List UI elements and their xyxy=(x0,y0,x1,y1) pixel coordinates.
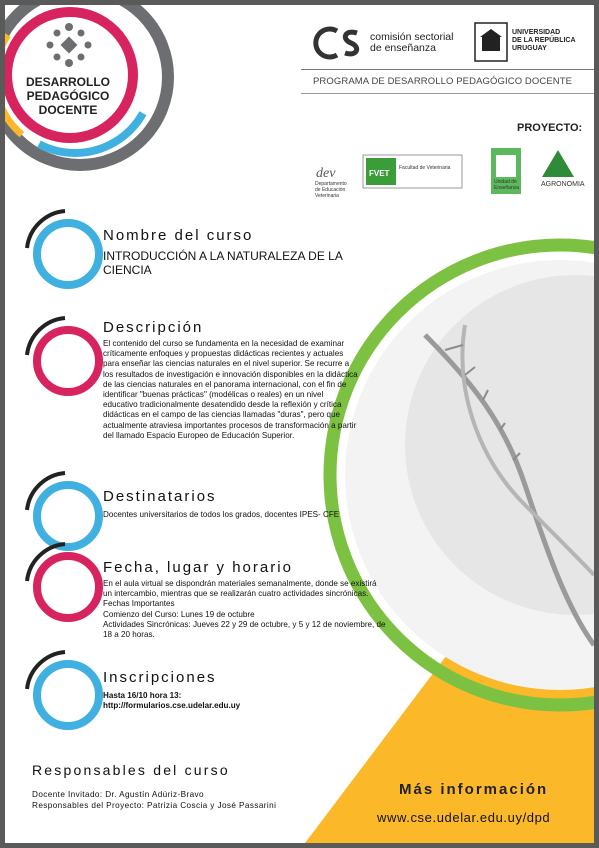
section-body-descripcion xyxy=(103,339,358,441)
header-divider xyxy=(301,93,594,94)
section-title-nombre: Nombre del curso xyxy=(103,227,254,244)
responsables-body xyxy=(32,790,276,811)
body-line: del llamado Espacio Europeo de Educación Superior. xyxy=(103,430,295,440)
section-body-fecha xyxy=(103,579,386,640)
body-line: Comienzo del Curso: Lunes 19 de octubre xyxy=(103,609,255,619)
partner-caption: AGRONOMIA xyxy=(541,181,585,188)
udelar-name-line: URUGUAY xyxy=(512,45,547,52)
body-line: identificar "buenas prácticas" (modélicas o reales) en un nivel xyxy=(103,390,324,400)
partner-caption: Unidad de Enseñanza xyxy=(494,179,520,191)
body-line: 18 a 20 horas. xyxy=(103,630,155,640)
inscripciones-link[interactable]: http://formularios.cse.udelar.edu.uy xyxy=(103,701,241,711)
brand-title xyxy=(13,75,123,117)
body-line: INTRODUCCIÓN A LA NATURALEZA DE LA xyxy=(103,249,343,263)
body-line: actualmente atraviesa importantes procesos de transformación a partir xyxy=(103,420,357,430)
section-body-inscripciones xyxy=(103,691,240,711)
body-line: didácticas en el campo de las ciencias llamadas "duras", pero que xyxy=(103,410,340,420)
responsables-line: Docente Invitado: Dr. Agustín Adúriz-Bravo xyxy=(32,790,204,799)
section-title-inscripciones: Inscripciones xyxy=(103,669,217,686)
body-line: de las ciencias naturales en el panorama internacional, con el fin de xyxy=(103,379,347,389)
body-line: Fechas Importantes xyxy=(103,599,175,609)
contact-url-link[interactable]: www.cse.udelar.edu.uy/dpd xyxy=(377,810,551,825)
body-line: críticamente enfoques y propuestas didácticas recientes y actuales xyxy=(103,349,344,359)
udelar-name xyxy=(512,29,576,53)
section-title-fecha: Fecha, lugar y horario xyxy=(103,559,293,576)
body-line: educativo tradicionalmente desatendido desde la reflexión y crítica xyxy=(103,400,342,410)
brand-title-line: DOCENTE xyxy=(38,103,98,117)
svg-text:FVET: FVET xyxy=(369,169,390,178)
body-line: Hasta 16/10 hora 13: xyxy=(103,691,182,700)
body-line: los resultados de investigación e innovación disponibles en la didáctica xyxy=(103,369,358,379)
cse-logo-icon xyxy=(316,29,357,57)
body-line: Actividades Sincrónicas: Jueves 22 y 29 de octubre, y 5 y 12 de noviembre, de xyxy=(103,619,386,629)
responsables-title: Responsables del curso xyxy=(32,762,230,778)
udelar-logo-icon xyxy=(475,23,507,61)
header-divider xyxy=(301,69,594,70)
responsables-line: Responsables del Proyecto: Patrizia Coscia y José Passarini xyxy=(32,800,277,810)
cse-name-line: de enseñanza xyxy=(370,42,436,54)
section-body-destinatarios xyxy=(103,510,339,520)
program-name: PROGRAMA DE DESARROLLO PEDAGÓGICO DOCENTE xyxy=(313,76,573,87)
partner-caption: Departamento de Educación Veterinaria xyxy=(315,181,347,199)
section-body-nombre xyxy=(103,249,343,277)
svg-text:dev: dev xyxy=(316,166,336,181)
udelar-name-line: UNIVERSIDAD xyxy=(512,29,561,36)
body-line: un intercambio, mientras que se realizarán cuatro actividades sincrónicas. xyxy=(103,589,369,599)
body-line: El contenido del curso se fundamenta en la necesidad de examinar xyxy=(103,339,345,348)
brand-title-line: DESARROLLO xyxy=(26,75,110,89)
partner-caption: Facultad de Veterinaria xyxy=(399,165,451,171)
body-line: para enseñar las ciencias naturales en el nivel superior. Se recurre a xyxy=(103,359,350,369)
mas-informacion-label: Más información xyxy=(399,781,549,798)
body-line: CIENCIA xyxy=(103,263,152,277)
body-line: Docentes universitarios de todos los grados, docentes IPES- CFE xyxy=(103,510,340,519)
body-line: En el aula virtual se dispondrán materiales semanalmente, donde se existirá xyxy=(103,579,377,588)
udelar-name-line: DE LA REPÚBLICA xyxy=(512,37,576,44)
poster xyxy=(5,5,594,843)
cse-name-line: comisión sectorial xyxy=(370,31,454,43)
section-title-descripcion: Descripción xyxy=(103,319,204,336)
cse-name xyxy=(370,32,453,54)
section-title-destinatarios: Destinatarios xyxy=(103,488,217,505)
section-rings xyxy=(27,211,99,726)
brand-title-line: PEDAGÓGICO xyxy=(26,89,110,103)
partner-logos xyxy=(316,148,574,194)
proyecto-label: PROYECTO: xyxy=(517,122,583,134)
